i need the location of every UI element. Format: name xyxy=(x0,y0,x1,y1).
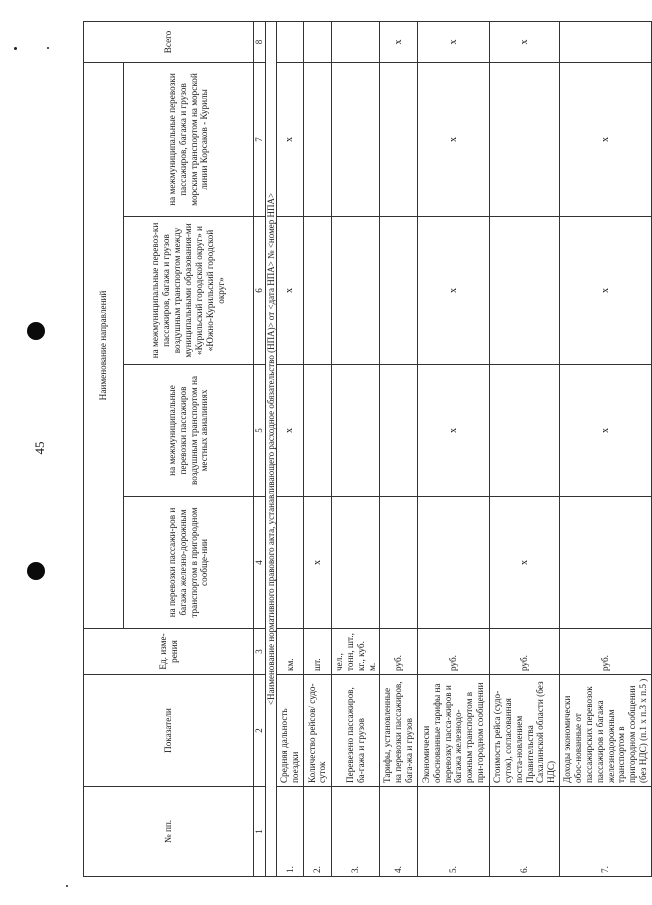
row-cell xyxy=(303,21,331,62)
row-num: 2. xyxy=(303,787,331,877)
row-cell: x xyxy=(417,62,489,216)
row-cell: x xyxy=(277,217,304,365)
row-indicator: Средняя дальность поездки xyxy=(277,675,304,787)
row-indicator: Количество рейсов/ судо-суток xyxy=(303,675,331,787)
column-number: 4 xyxy=(254,497,266,629)
page-number: 45 xyxy=(32,441,47,455)
row-cell: x xyxy=(380,21,418,62)
row-cell xyxy=(331,365,379,497)
row-num: 6. xyxy=(489,787,559,877)
row-unit: руб. xyxy=(489,629,559,675)
row-indicator: Экономически обоснованные тарифы на перевозку пасса-жиров и багажа железнодо-рожным транспортом в при-городном сообщении xyxy=(417,675,489,787)
row-cell xyxy=(303,217,331,365)
header-unit: Ед. изме-рения xyxy=(84,629,254,675)
npa-caption-row xyxy=(265,21,277,876)
row-cell: x xyxy=(560,62,652,216)
npa-caption: <Наименование нормативного правового акта, устанавливающего расходное обязательство (НПА)> от <дата НПА> № <номер НПА> xyxy=(265,21,277,876)
row-cell xyxy=(560,497,652,629)
row-unit: руб. xyxy=(417,629,489,675)
column-number: 2 xyxy=(254,675,266,787)
table-row xyxy=(303,21,331,876)
table-row xyxy=(277,21,304,876)
column-number: 7 xyxy=(254,62,266,216)
row-indicator: Доходы экономически обос-нованные от пассажирских перевозок пассажиров и багажа железнодорожным транспортом в пригородном сообщении (без НДС) (п.1 х п.3 х п.5 ) xyxy=(560,675,652,787)
row-cell xyxy=(489,62,559,216)
header-indicators: Показатели xyxy=(84,675,254,787)
row-cell xyxy=(489,217,559,365)
scan-speck xyxy=(47,47,49,49)
header-direction-kuril-air: на межмуниципальные перевоз-ки пассажиров, багажа и грузов воздушным транспортом между муниципальными образования-ми «Курильский городской округ» и «Южно-Курильский городской округ» xyxy=(124,217,254,365)
row-cell xyxy=(277,497,304,629)
column-number: 3 xyxy=(254,629,266,675)
row-cell xyxy=(277,21,304,62)
column-number: 1 xyxy=(254,787,266,877)
row-cell xyxy=(331,497,379,629)
row-cell xyxy=(331,62,379,216)
row-cell xyxy=(380,365,418,497)
row-num: 5. xyxy=(417,787,489,877)
header-directions-title: Наименование направлений xyxy=(84,62,124,628)
column-number: 6 xyxy=(254,217,266,365)
row-cell: x xyxy=(277,62,304,216)
table-row xyxy=(417,21,489,876)
row-cell: x xyxy=(277,365,304,497)
row-num: 4. xyxy=(380,787,418,877)
row-cell: x xyxy=(417,365,489,497)
row-indicator: Перевезено пассажиров, ба-гажа и грузов xyxy=(331,675,379,787)
row-cell xyxy=(417,497,489,629)
row-num: 1. xyxy=(277,787,304,877)
row-cell xyxy=(380,62,418,216)
table-row xyxy=(331,21,379,876)
row-cell xyxy=(380,217,418,365)
row-cell xyxy=(380,497,418,629)
punch-hole-top xyxy=(27,322,45,340)
row-cell xyxy=(560,21,652,62)
row-unit: чел., тонн, шт., кг., куб. м. xyxy=(331,629,379,675)
row-cell: x xyxy=(560,217,652,365)
row-unit: км. xyxy=(277,629,304,675)
row-cell xyxy=(303,62,331,216)
column-number: 8 xyxy=(254,21,266,62)
header-direction-sea: на межмуниципальные перевозки пассажиров, багажа и грузов морским транспортом на морской линии Корсаков - Курилы xyxy=(124,62,254,216)
row-cell xyxy=(331,21,379,62)
rotated-table-container xyxy=(83,22,649,877)
row-cell: x xyxy=(417,21,489,62)
row-cell: x xyxy=(560,365,652,497)
column-number-row xyxy=(254,21,266,876)
row-cell xyxy=(331,217,379,365)
row-num: 3. xyxy=(331,787,379,877)
scan-speck xyxy=(66,885,68,887)
table-row xyxy=(489,21,559,876)
row-cell xyxy=(489,365,559,497)
row-unit: шт. xyxy=(303,629,331,675)
punch-hole-bottom xyxy=(27,562,45,580)
row-indicator: Стоимость рейса (судо-суток), согласованная поста-новлением Правительства Сахалинской области (без НДС) xyxy=(489,675,559,787)
header-direction-rail: на перевозки пассажи-ров и багажа железно-дорожным транспортом в пригородном сообще-нии xyxy=(124,497,254,629)
table-row xyxy=(560,21,652,876)
header-direction-local-air: на межмуниципальные перевозки пассажиров воздушным транспортом на местных авиалиниях xyxy=(124,365,254,497)
row-cell: x xyxy=(489,21,559,62)
scan-speck xyxy=(14,47,17,50)
row-num: 7. xyxy=(560,787,652,877)
row-cell: x xyxy=(303,497,331,629)
header-total: Всего xyxy=(84,21,254,62)
row-cell xyxy=(303,365,331,497)
column-number: 5 xyxy=(254,365,266,497)
table-row xyxy=(380,21,418,876)
row-cell: x xyxy=(489,497,559,629)
indicators-table xyxy=(83,21,652,877)
row-cell: x xyxy=(417,217,489,365)
header-num: № пп. xyxy=(84,787,254,877)
row-indicator: Тарифы, установленные на перевозки пассажиров, бага-жа и грузов xyxy=(380,675,418,787)
row-unit: руб. xyxy=(380,629,418,675)
row-unit: руб. xyxy=(560,629,652,675)
